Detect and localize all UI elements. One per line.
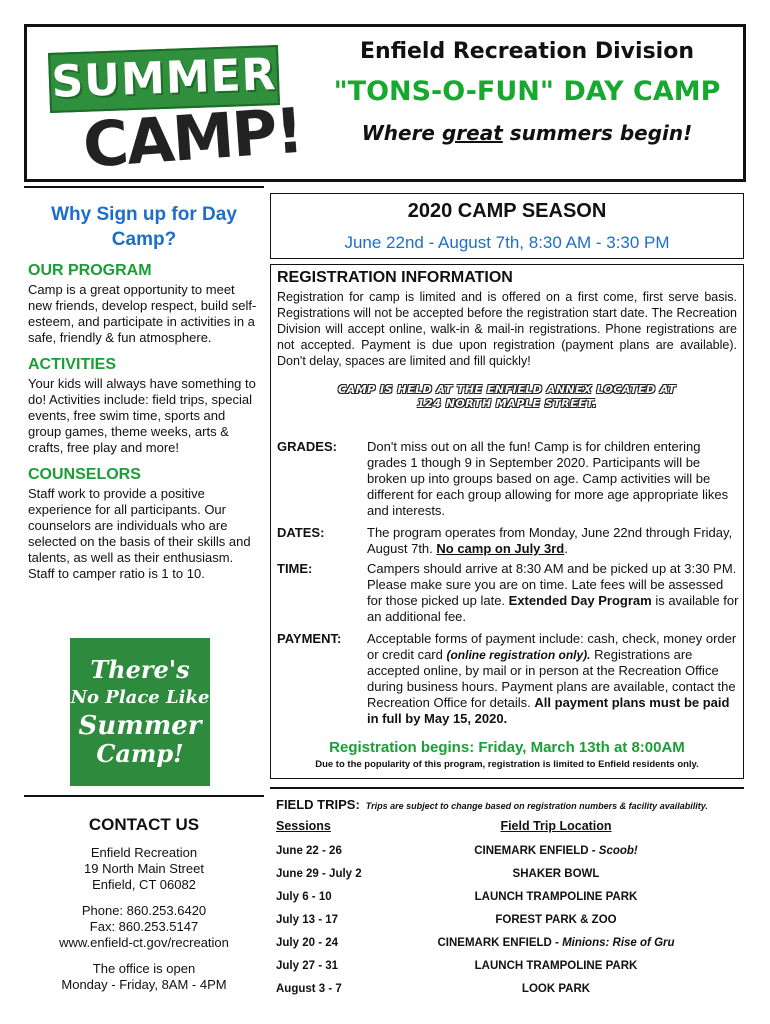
program-text: Camp is a great opportunity to meet new friends, develop respect, build self-esteem, and participate in activities in a safe, friendly & fun atmosphere.	[28, 282, 257, 345]
counselors-text: Staff work to provide a positive experience for all participants. Our counselors are individuals who are selected on the basis of their skills and talents, as well as their enthusiasm. Staff to camper ratio is 1 to 10.	[28, 486, 251, 581]
trip-location: SHAKER BOWL	[512, 868, 600, 880]
trip-session: July 6 - 10	[276, 891, 332, 903]
tagline-em: great	[441, 121, 503, 145]
time-label: TIME:	[277, 561, 313, 576]
col-sessions: Sessions	[276, 819, 331, 833]
trip-location: LOOK PARK	[521, 983, 591, 995]
contact-website: www.enfield-ct.gov/recreation	[59, 935, 229, 950]
contact-city: Enfield, CT 06082	[92, 877, 196, 892]
trip-location: LAUNCH TRAMPOLINE PARK	[474, 960, 638, 972]
camp-name: "TONS-O-FUN" DAY CAMP	[333, 76, 721, 107]
registration-begins: Registration begins: Friday, March 13th at 8:00AM	[329, 739, 685, 756]
camp-location-line1: CAMP IS HELD AT THE ENFIELD ANNEX LOCATED AT	[338, 383, 676, 396]
registration-heading: REGISTRATION INFORMATION	[277, 269, 513, 286]
col-location: Field Trip Location	[500, 819, 612, 833]
residents-only-note: Due to the popularity of this program, registration is limited to Enfield residents only.	[315, 759, 699, 770]
trip-session: July 27 - 31	[276, 960, 339, 972]
poster-line: There's	[90, 655, 190, 684]
dates-no-camp: No camp on July 3rd	[436, 541, 565, 556]
trip-location-name: CINEMARK ENFIELD -	[437, 937, 563, 949]
activities-heading: ACTIVITIES	[28, 356, 117, 373]
summer-camp-logo	[49, 49, 305, 182]
poster-line: Camp!	[96, 739, 184, 768]
activities-text: Your kids will always have something to do! Activities include: field trips, special events, free swim time, sports and group games, theme weeks, arts & crafts, free play and more!	[28, 376, 256, 455]
trip-location: FOREST PARK & ZOO	[495, 914, 617, 926]
field-trips-heading	[276, 797, 744, 812]
left-sidebar	[24, 186, 264, 791]
logo-summer-text: SUMMER	[48, 45, 280, 113]
time-text	[367, 561, 739, 625]
tagline-post: summers begin!	[502, 121, 693, 145]
why-heading: Why Sign up for Day Camp?	[51, 204, 237, 250]
payment-label: PAYMENT:	[277, 631, 342, 646]
payment-text-2: Registrations are accepted online, by mail or in person at the Recreation Office during business hours. Payment plans are available, contact the Recreation Office for details.	[367, 647, 736, 710]
trip-movie: Scoob!	[598, 845, 638, 857]
trip-location: LAUNCH TRAMPOLINE PARK	[474, 891, 638, 903]
dates-text-main: The program operates from Monday, June 22nd through Friday, August 7th.	[367, 525, 733, 556]
summer-camp-poster	[70, 638, 210, 786]
trip-location	[406, 845, 706, 857]
trip-movie: Minions: Rise of Gru	[562, 937, 675, 949]
tagline	[317, 121, 737, 145]
season-dates: June 22nd - August 7th, 8:30 AM - 3:30 PM	[344, 233, 670, 252]
office-hours-label: The office is open	[92, 961, 196, 976]
payment-online-only: (online registration only).	[446, 648, 591, 662]
contact-phone: Phone: 860.253.6420	[81, 903, 207, 918]
contact-street: 19 North Main Street	[84, 861, 204, 876]
office-hours: Monday - Friday, 8AM - 4PM	[61, 977, 227, 992]
trip-session: July 13 - 17	[276, 914, 339, 926]
trip-location-name: CINEMARK ENFIELD -	[474, 845, 599, 857]
field-trips-title: FIELD TRIPS:	[276, 797, 360, 812]
dates-label: DATES:	[277, 525, 325, 540]
trip-session: June 22 - 26	[276, 845, 342, 857]
registration-intro: Registration for camp is limited and is offered on a first come, first serve basis. Registrations will not be accepted before the registration start date. The Recreation Division will accept online, walk-in & mail-in registrations. Phone registrations are not accepted. Payment is due upon registration (payment plans are available). Don't delay, spaces are limited and fill quickly!	[277, 290, 737, 368]
camp-location	[271, 383, 743, 411]
contact-fax: Fax: 860.253.5147	[89, 919, 199, 934]
trip-session: July 20 - 24	[276, 937, 339, 949]
contact-section	[24, 795, 264, 1017]
field-trips-note: Trips are subject to change based on registration numbers & facility availability.	[365, 801, 708, 811]
extended-day-program: Extended Day Program	[508, 593, 652, 608]
season-title: 2020 CAMP SEASON	[407, 200, 607, 222]
org-name: Enfield Recreation Division	[360, 39, 694, 64]
grades-text: Don't miss out on all the fun! Camp is for children entering grades 1 though 9 in September 2020. Participants will be broken up into groups based on age. Camp activities will be different for each group allowing for more age appropriate likes and interests.	[367, 439, 729, 518]
counselors-heading: COUNSELORS	[28, 466, 141, 483]
logo-camp-text: CAMP!	[80, 93, 305, 182]
payment-text-1: Acceptable forms of payment include: cash, check, money order or credit card	[367, 631, 737, 662]
contact-name: Enfield Recreation	[90, 845, 198, 860]
camp-location-line2: 124 NORTH MAPLE STREET.	[417, 397, 597, 410]
payment-text	[367, 631, 739, 727]
tagline-pre: Where	[361, 121, 442, 145]
header-text	[317, 39, 737, 145]
time-text-main: Campers should arrive at 8:30 AM and be picked up at 3:30 PM. Please make sure you are on time. Late fees will be assessed for those picked up late.	[367, 561, 737, 608]
contact-heading: CONTACT US	[88, 815, 200, 834]
field-trips-section	[270, 787, 744, 1002]
payment-deadline: All payment plans must be paid in full by May 15, 2020.	[367, 695, 730, 726]
time-text-post: is available for an additional fee.	[367, 593, 739, 624]
trip-location	[406, 937, 706, 949]
dates-text: The program operates from Monday, June 22nd through Friday, August 7th. No camp on July 3rd.	[367, 525, 733, 556]
season-box	[270, 193, 744, 259]
trip-session: August 3 - 7	[276, 983, 342, 995]
program-heading: OUR PROGRAM	[28, 262, 152, 279]
poster-line: Summer	[78, 711, 202, 741]
trip-session: June 29 - July 2	[276, 868, 362, 880]
registration-box	[270, 264, 744, 779]
grades-label: GRADES:	[277, 439, 337, 454]
poster-line: No Place Like	[70, 687, 210, 708]
header-banner	[24, 24, 746, 182]
